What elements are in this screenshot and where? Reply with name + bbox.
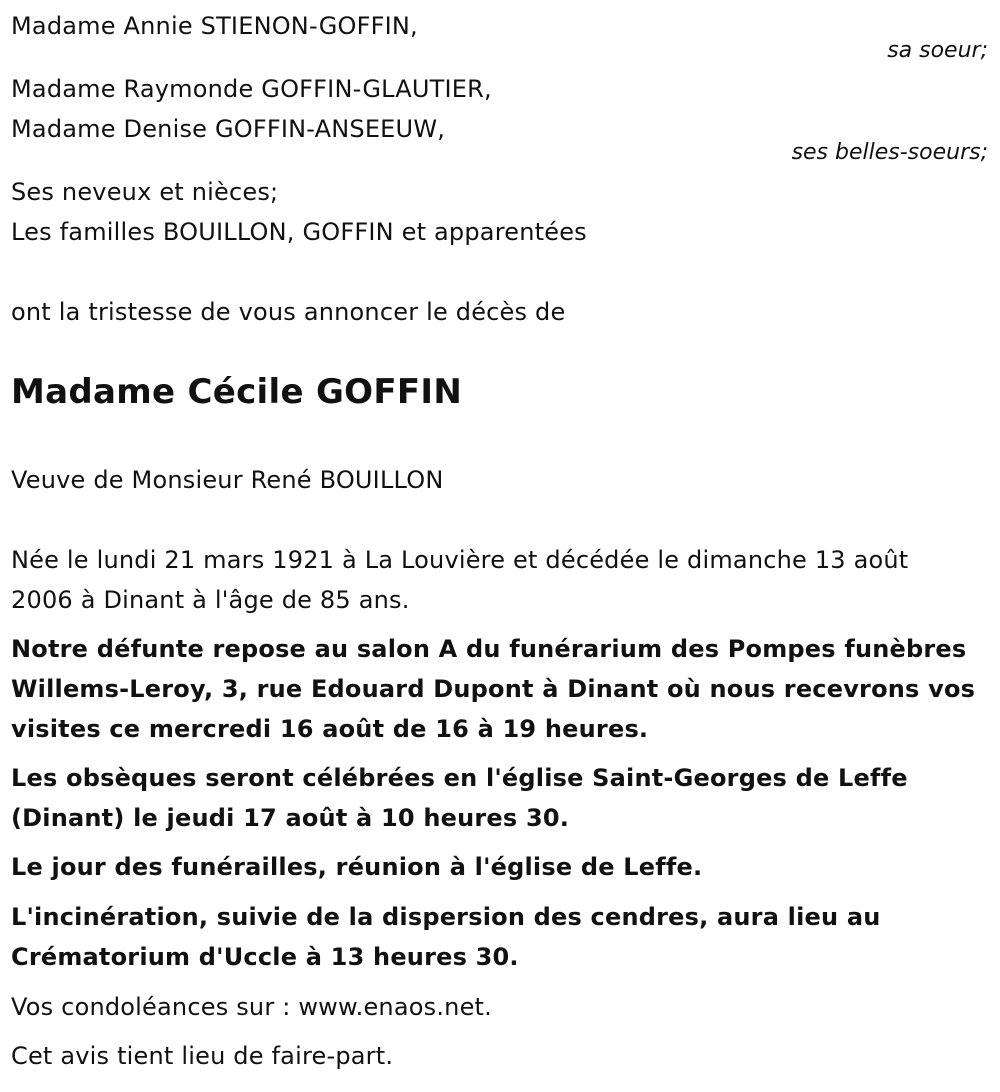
cremation-line-1: L'incinération, suivie de la dispersion des cendres, aura lieu au xyxy=(11,903,881,931)
sisters-in-law-role: ses belles-soeurs; xyxy=(791,140,988,165)
notice-footer: Cet avis tient lieu de faire-part. xyxy=(11,1042,394,1070)
visitation-line-3: visites ce mercredi 16 août de 16 à 19 heures. xyxy=(11,715,649,743)
widow-of: Veuve de Monsieur René BOUILLON xyxy=(11,466,444,494)
deceased-name: Madame Cécile GOFFIN xyxy=(11,372,463,412)
nephews-nieces: Ses neveux et nièces; xyxy=(11,178,279,206)
visitation-line-1: Notre défunte repose au salon A du funérarium des Pompes funèbres xyxy=(11,635,967,663)
birth-death-line-1: Née le lundi 21 mars 1921 à La Louvière et décédée le dimanche 13 août xyxy=(11,546,909,574)
funeral-line-1: Les obsèques seront célébrées en l'église Saint-Georges de Leffe xyxy=(11,764,908,792)
condolences-link-text: Vos condoléances sur : www.enaos.net. xyxy=(11,993,492,1021)
announcement-text: ont la tristesse de vous annoncer le décès de xyxy=(11,298,566,326)
visitation-line-2: Willems-Leroy, 3, rue Edouard Dupont à Dinant où nous recevrons vos xyxy=(11,675,976,703)
sister-in-law-2: Madame Denise GOFFIN-ANSEEUW, xyxy=(11,115,446,143)
funeral-line-2: (Dinant) le jeudi 17 août à 10 heures 30. xyxy=(11,804,570,832)
sister-name: Madame Annie STIENON-GOFFIN, xyxy=(11,12,418,40)
cremation-line-2: Crématorium d'Uccle à 13 heures 30. xyxy=(11,943,519,971)
families: Les familles BOUILLON, GOFFIN et apparentées xyxy=(11,218,587,246)
sister-role: sa soeur; xyxy=(887,38,988,63)
birth-death-line-2: 2006 à Dinant à l'âge de 85 ans. xyxy=(11,586,410,614)
sister-in-law-1: Madame Raymonde GOFFIN-GLAUTIER, xyxy=(11,75,492,103)
meeting-info: Le jour des funérailles, réunion à l'église de Leffe. xyxy=(11,853,703,881)
